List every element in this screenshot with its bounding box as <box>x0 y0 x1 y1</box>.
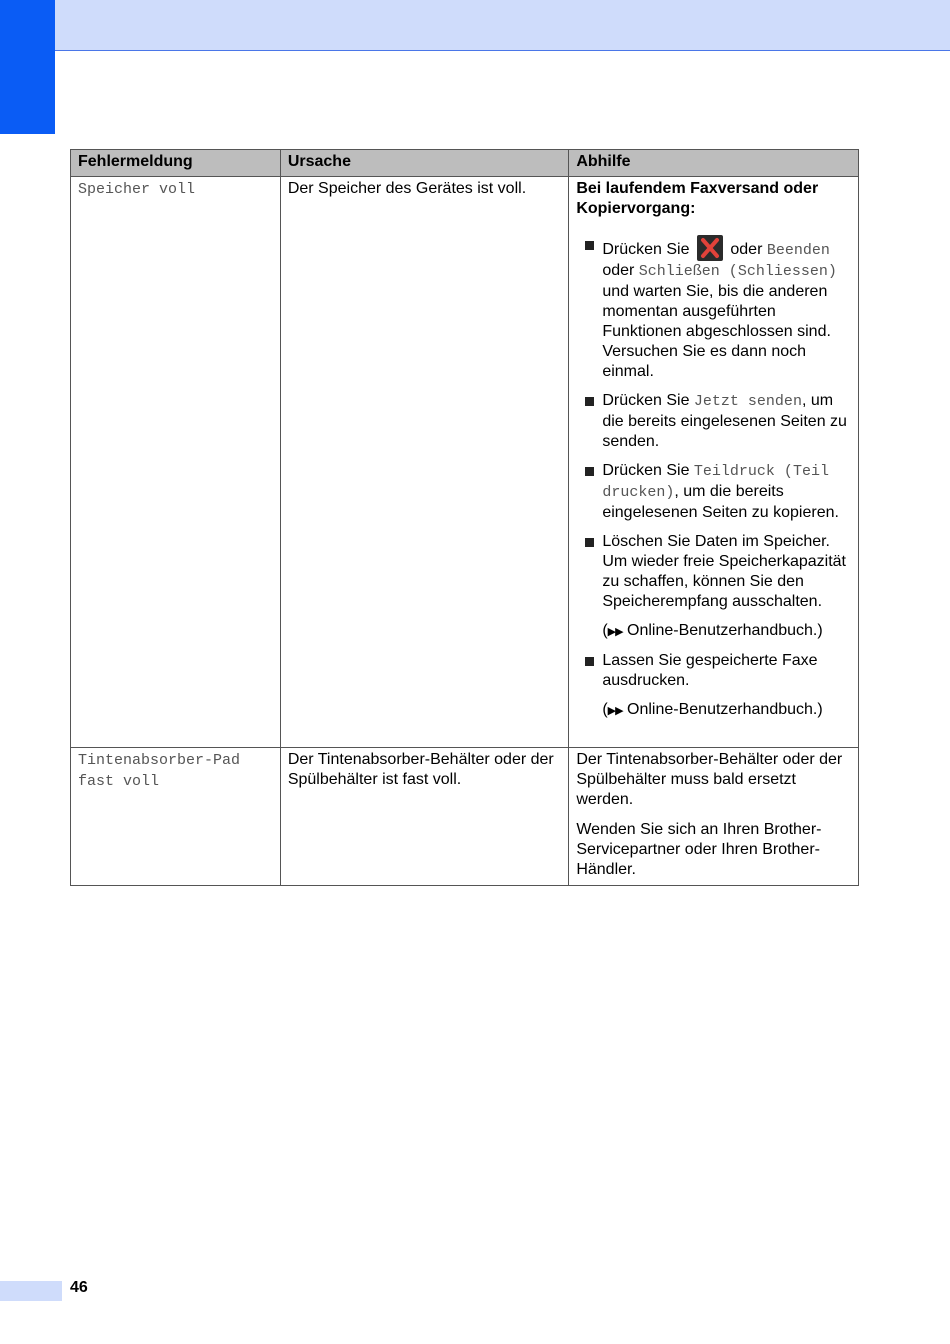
list-item: Lassen Sie gespeicherte Faxe ausdrucken. <box>576 651 851 691</box>
key-label: Schließen (Schliessen) <box>638 263 837 280</box>
error-message: Tintenabsorber-Pad fast voll <box>78 752 241 790</box>
column-header-cause: Ursache <box>280 150 569 177</box>
bullet-icon <box>585 657 594 666</box>
close-icon <box>697 235 723 261</box>
table-row <box>71 177 859 748</box>
error-message-cell <box>71 748 281 886</box>
table-row <box>71 748 859 886</box>
manual-reference: (▶▶ Online-Benutzerhandbuch.) <box>602 622 823 639</box>
page-number-bar <box>0 1281 62 1301</box>
table-header-row <box>71 150 859 177</box>
column-header-message: Fehlermeldung <box>71 150 281 177</box>
chapter-tab <box>0 0 55 134</box>
list-item: Drücken Sie Teildruck (Teil drucken), um die bereits eingelesenen Seiten zu kopieren. <box>576 461 851 523</box>
double-arrow-icon: ▶▶ <box>607 626 623 638</box>
error-message-cell <box>71 177 281 748</box>
list-item: Drücken Sie oder Beenden oder Schließen (Schliessen) und warten Sie, bis die anderen momentan ausgeführten Funktionen abgeschlossen sind. Versuchen Sie es dann noch einmal. <box>576 235 851 382</box>
page-number: 46 <box>70 1279 88 1296</box>
bullet-icon <box>585 538 594 547</box>
bullet-icon <box>585 467 594 476</box>
key-label: Jetzt senden <box>693 393 802 410</box>
error-message: Speicher voll <box>78 181 196 198</box>
remedy-cell <box>569 748 859 886</box>
cause-cell: Der Speicher des Gerätes ist voll. <box>280 177 569 748</box>
key-label: Beenden <box>766 242 830 259</box>
list-item: Löschen Sie Daten im Speicher. Um wieder freie Speicherkapazität zu schaffen, können Sie den Speicherempfang ausschalten. <box>576 532 851 612</box>
remedy-cell <box>569 177 859 748</box>
double-arrow-icon: ▶▶ <box>607 705 623 717</box>
header-band <box>0 0 950 51</box>
bullet-icon <box>585 241 594 250</box>
key-label: Teildruck (Teil drucken) <box>602 463 829 501</box>
remedy-text: Der Tintenabsorber-Behälter oder der Spülbehälter muss bald ersetzt werden. <box>576 751 843 808</box>
cause-cell: Der Tintenabsorber-Behälter oder der Spülbehälter ist fast voll. <box>280 748 569 886</box>
error-table <box>70 149 859 886</box>
remedy-list <box>576 651 851 691</box>
bullet-icon <box>585 397 594 406</box>
remedy-text: Wenden Sie sich an Ihren Brother-Servicepartner oder Ihren Brother-Händler. <box>576 821 822 878</box>
remedy-heading: Bei laufendem Faxversand oder Kopiervorgang: <box>576 180 819 217</box>
remedy-list <box>576 235 851 612</box>
manual-reference: (▶▶ Online-Benutzerhandbuch.) <box>602 701 823 718</box>
list-item: Drücken Sie Jetzt senden, um die bereits eingelesenen Seiten zu senden. <box>576 391 851 452</box>
column-header-remedy: Abhilfe <box>569 150 859 177</box>
